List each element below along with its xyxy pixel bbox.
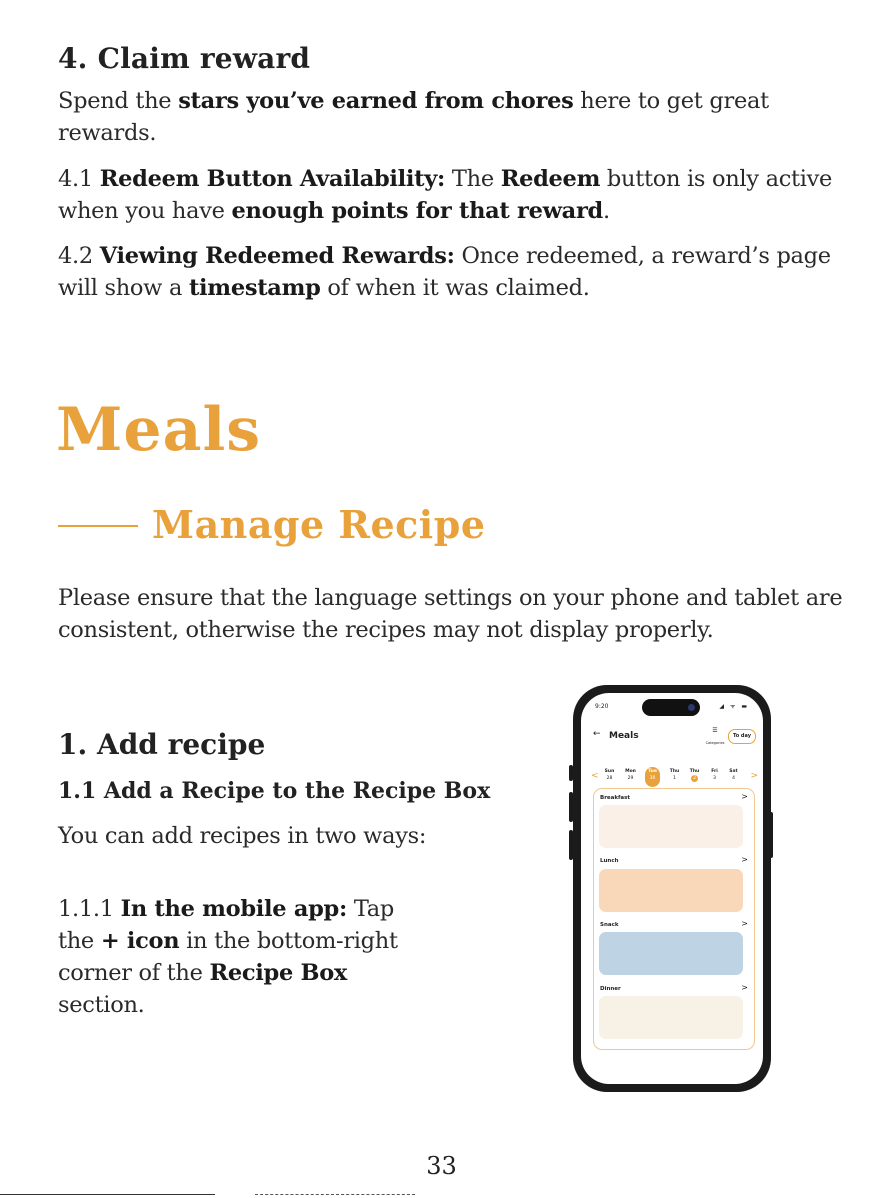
day-cell[interactable]: Sat 4 — [729, 769, 738, 781]
week-strip — [591, 767, 758, 787]
day-cell[interactable]: Sun 28 — [604, 769, 615, 781]
meal-label-snack: Snack — [600, 922, 619, 928]
status-time: 9:20 — [595, 703, 609, 710]
phone-mockup — [573, 685, 771, 1092]
meal-label-lunch: Lunch — [600, 858, 619, 864]
meal-label-breakfast: Breakfast — [600, 795, 631, 801]
day-cell-today[interactable]: Thu 2 — [689, 769, 700, 781]
day-cell[interactable]: Thu 1 — [669, 769, 680, 781]
page-number: 33 — [426, 1152, 457, 1180]
meal-label-dinner: Dinner — [600, 986, 621, 992]
manage-recipe-subtitle: Manage Recipe — [58, 502, 486, 547]
meal-card-lunch[interactable] — [599, 869, 743, 912]
footer-rule-dashed — [255, 1194, 415, 1195]
meal-card-breakfast[interactable] — [599, 805, 743, 848]
categories-label: Categories — [705, 741, 725, 745]
two-ways-text: You can add recipes in two ways: — [58, 823, 427, 849]
chevron-right-icon[interactable]: > — [741, 792, 748, 801]
mobile-app-paragraph: 1.1.1 In the mobile app: Tap the + icon in the bottom-right corner of the Recipe Box section. — [58, 896, 398, 1018]
subtitle-dash — [58, 525, 138, 527]
chevron-right-icon[interactable]: > — [741, 919, 748, 928]
claim-reward-intro: Spend the stars you’ve earned from chores here to get great rewards. — [58, 88, 769, 146]
day-cell-selected[interactable]: Tue 30 — [645, 767, 660, 787]
meal-card-snack[interactable] — [599, 932, 743, 975]
status-icons: ◢ ᯤ ▬ — [719, 703, 749, 710]
categories-icon[interactable]: ☰ — [712, 727, 718, 734]
recipe-box-subheading: 1.1 Add a Recipe to the Recipe Box — [58, 778, 491, 804]
back-arrow-icon[interactable]: ← — [593, 729, 601, 739]
day-cell[interactable]: Fri 3 — [711, 769, 718, 781]
screen-title: Meals — [609, 731, 639, 741]
meal-card-dinner[interactable] — [599, 996, 743, 1039]
camera-icon — [688, 704, 695, 711]
phone-screen — [581, 693, 763, 1084]
footer-rule — [0, 1194, 215, 1195]
add-recipe-heading: 1. Add recipe — [58, 728, 266, 761]
next-week-arrow-icon[interactable]: > — [750, 771, 758, 781]
chevron-right-icon[interactable]: > — [741, 855, 748, 864]
day-cell[interactable]: Mon 29 — [625, 769, 636, 781]
prev-week-arrow-icon[interactable]: < — [591, 771, 599, 781]
today-button[interactable]: To day — [728, 729, 756, 744]
redeem-availability-paragraph: 4.1 Redeem Button Availability: The Redeem button is only active when you have enough points for that reward. — [58, 166, 833, 224]
language-note: Please ensure that the language settings on your phone and tablet are consistent, otherwise the recipes may not display properly. — [58, 585, 843, 643]
chevron-right-icon[interactable]: > — [741, 983, 748, 992]
dynamic-island — [642, 699, 700, 716]
viewing-redeemed-paragraph: 4.2 Viewing Redeemed Rewards: Once redeemed, a reward’s page will show a timestamp of when it was claimed. — [58, 243, 831, 301]
meals-title: Meals — [56, 395, 262, 465]
claim-reward-heading: 4. Claim reward — [58, 42, 311, 75]
meal-plan-box — [593, 788, 755, 1050]
